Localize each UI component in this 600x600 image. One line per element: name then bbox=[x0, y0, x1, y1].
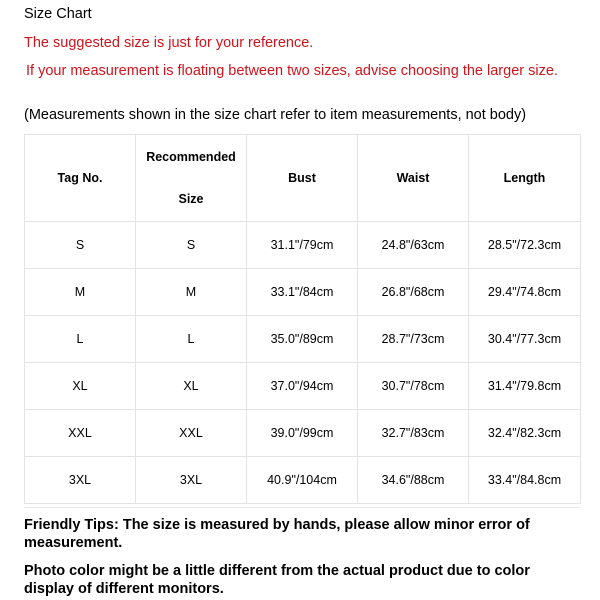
cell-recommended: S bbox=[136, 222, 247, 269]
divider bbox=[24, 507, 580, 508]
table-row bbox=[25, 363, 581, 410]
cell-bust: 31.1"/79cm bbox=[247, 222, 358, 269]
cell-bust: 33.1"/84cm bbox=[247, 269, 358, 316]
cell-recommended: L bbox=[136, 316, 247, 363]
header-recommended-top: Recommended bbox=[146, 150, 236, 164]
cell-length: 33.4"/84.8cm bbox=[469, 457, 581, 504]
table-row bbox=[25, 316, 581, 363]
table-row bbox=[25, 222, 581, 269]
cell-bust: 37.0"/94cm bbox=[247, 363, 358, 410]
header-recommended-size bbox=[136, 135, 247, 222]
table-header-row bbox=[25, 135, 581, 222]
cell-waist: 26.8"/68cm bbox=[358, 269, 469, 316]
header-waist: Waist bbox=[358, 135, 469, 222]
cell-bust: 35.0"/89cm bbox=[247, 316, 358, 363]
header-length: Length bbox=[469, 135, 581, 222]
color-tip: Photo color might be a little different from the actual product due to color display of different monitors. bbox=[24, 563, 530, 597]
measurement-note: (Measurements shown in the size chart refer to item measurements, not body) bbox=[24, 107, 527, 123]
cell-tag: XXL bbox=[25, 410, 136, 457]
cell-waist: 32.7"/83cm bbox=[358, 410, 469, 457]
cell-waist: 30.7"/78cm bbox=[358, 363, 469, 410]
size-table bbox=[24, 134, 581, 504]
cell-bust: 40.9"/104cm bbox=[247, 457, 358, 504]
cell-tag: XL bbox=[25, 363, 136, 410]
cell-tag: M bbox=[25, 269, 136, 316]
cell-length: 29.4"/74.8cm bbox=[469, 269, 581, 316]
reference-note: The suggested size is just for your reference. bbox=[24, 35, 314, 51]
cell-length: 32.4"/82.3cm bbox=[469, 410, 581, 457]
friendly-tip: Friendly Tips: The size is measured by hands, please allow minor error of measurement. bbox=[24, 517, 530, 551]
cell-tag: S bbox=[25, 222, 136, 269]
floating-size-note: If your measurement is floating between two sizes, advise choosing the larger size. bbox=[26, 63, 558, 79]
table-row bbox=[25, 457, 581, 504]
cell-waist: 28.7"/73cm bbox=[358, 316, 469, 363]
cell-length: 30.4"/77.3cm bbox=[469, 316, 581, 363]
cell-recommended: XL bbox=[136, 363, 247, 410]
cell-recommended: M bbox=[136, 269, 247, 316]
header-recommended-bottom: Size bbox=[178, 192, 204, 206]
cell-bust: 39.0"/99cm bbox=[247, 410, 358, 457]
header-bust: Bust bbox=[247, 135, 358, 222]
cell-length: 31.4"/79.8cm bbox=[469, 363, 581, 410]
cell-waist: 24.8"/63cm bbox=[358, 222, 469, 269]
header-tag-no: Tag No. bbox=[25, 135, 136, 222]
page-title: Size Chart bbox=[24, 6, 92, 22]
cell-recommended: XXL bbox=[136, 410, 247, 457]
cell-length: 28.5"/72.3cm bbox=[469, 222, 581, 269]
table-row bbox=[25, 410, 581, 457]
cell-tag: L bbox=[25, 316, 136, 363]
table-row bbox=[25, 269, 581, 316]
cell-recommended: 3XL bbox=[136, 457, 247, 504]
cell-tag: 3XL bbox=[25, 457, 136, 504]
cell-waist: 34.6"/88cm bbox=[358, 457, 469, 504]
